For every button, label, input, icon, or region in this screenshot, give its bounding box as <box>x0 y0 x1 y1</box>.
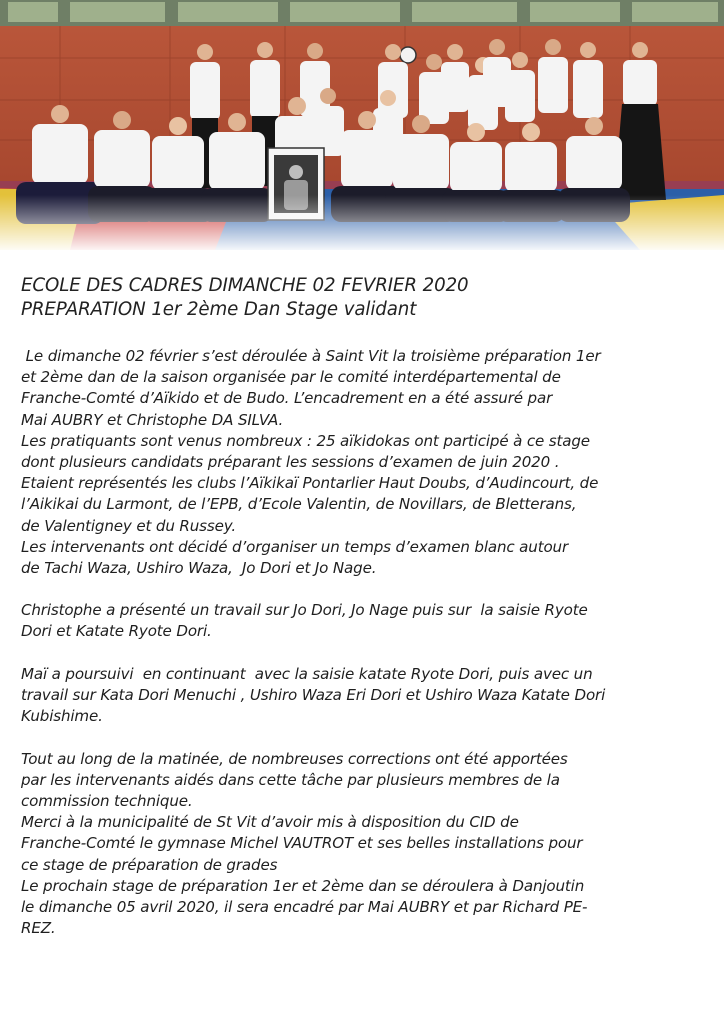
text-line: de Valentigney et du Russey. <box>21 516 236 535</box>
text-line: et 2ème dan de la saison organisée par le comité interdépartemental de <box>21 368 561 387</box>
text-line: dont plusieurs candidats préparant les sessions d’examen de juin 2020 . <box>21 452 560 471</box>
text-line: Christophe a présenté un travail sur Jo Dori, Jo Nage puis sur la saisie Ryote <box>21 601 588 620</box>
paragraph-3 <box>21 664 711 728</box>
article-body <box>21 346 711 939</box>
text-line: Maï a poursuivi en continuant avec la saisie katate Ryote Dori, puis avec un <box>21 664 593 683</box>
text-line: Franche-Comté d’Aïkido et de Budo. L’encadrement en a été assuré par <box>21 389 553 408</box>
text-line: Merci à la municipalité de St Vit d’avoir mis à disposition du CID de <box>21 813 519 832</box>
paragraph-gap <box>21 579 711 600</box>
text-line: commission technique. <box>21 791 193 810</box>
title-line-2: PREPARATION 1er 2ème Dan Stage validant <box>21 299 417 320</box>
article-title <box>21 274 701 322</box>
text-line: Kubishime. <box>21 707 103 726</box>
text-line: Mai AUBRY et Christophe DA SILVA. <box>21 410 284 429</box>
text-line: par les intervenants aidés dans cette tâche par plusieurs membres de la <box>21 770 560 789</box>
text-line: Le prochain stage de préparation 1er et 2ème dan se déroulera à Danjoutin <box>21 876 585 895</box>
group-photo <box>0 0 724 250</box>
text-line: travail sur Kata Dori Menuchi , Ushiro Waza Eri Dori et Ushiro Waza Katate Dori <box>21 686 606 704</box>
paragraph-gap <box>21 727 711 748</box>
paragraph-gap <box>21 643 711 664</box>
paragraph-4 <box>21 749 711 940</box>
text-line: Les intervenants ont décidé d’organiser un temps d’examen blanc autour <box>21 537 569 556</box>
text-line: Le dimanche 02 février s’est déroulée à Saint Vit la troisième préparation 1er <box>21 347 601 365</box>
text-line: l’Aikikai du Larmont, de l’EPB, d’Ecole Valentin, de Novillars, de Bletterans, <box>21 495 577 514</box>
text-line: REZ. <box>21 919 56 938</box>
text-line: Tout au long de la matinée, de nombreuses corrections ont été apportées <box>21 749 568 768</box>
title-line-1: ECOLE DES CADRES DIMANCHE 02 FEVRIER 2020 <box>21 275 469 296</box>
text-line: Etaient représentés les clubs l’Aïkikaï Pontarlier Haut Doubs, d’Audincourt, de <box>21 474 599 493</box>
text-line: Dori et Katate Ryote Dori. <box>21 622 212 641</box>
text-line: Les pratiquants sont venus nombreux : 25 aïkidokas ont participé à ce stage <box>21 431 590 450</box>
text-line: ce stage de préparation de grades <box>21 855 278 874</box>
paragraph-1 <box>21 346 711 579</box>
text-line: le dimanche 05 avril 2020, il sera encadré par Mai AUBRY et par Richard PE- <box>21 897 588 916</box>
text-line: de Tachi Waza, Ushiro Waza, Jo Dori et Jo Nage. <box>21 558 377 577</box>
text-line: Franche-Comté le gymnase Michel VAUTROT et ses belles installations pour <box>21 834 583 853</box>
paragraph-2 <box>21 600 711 642</box>
